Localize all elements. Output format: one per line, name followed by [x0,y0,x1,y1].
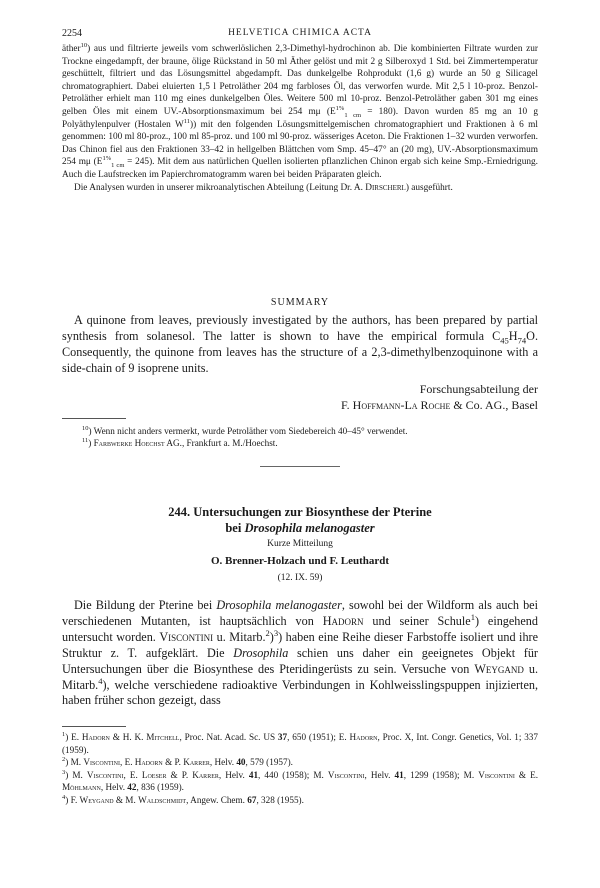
footnote-11: $^{11}$) Farbwerke Hoechst AG., Frankfurt a. M./Hoechst. [82,436,278,448]
footnotes-second [62,731,538,807]
experimental-text [62,43,538,194]
footnote-rule [62,726,126,727]
page-number: 2254 [62,28,82,39]
running-header [62,28,538,42]
footnote-10: $^{10}$) Wenn nicht anders vermerkt, wurde Petroläther vom Siedebereich 40–45° verwendet. [82,424,408,436]
analysis-note: Die Analysen wurden in unserer mikroanalytischen Abteilung (Leitung Dr. A. Dirscherl) ausgeführt. [74,182,453,193]
affiliation: Forschungsabteilung der F. Hoffmann-La Roche & Co. AG., Basel [340,382,538,412]
journal-name: HELVETICA CHIMICA ACTA [228,28,372,38]
footnote-4: $^4$) F. Weygand & M. Waldschmidt, Angew. Chem. 67, 328 (1955). [62,793,304,805]
footnotes-first [62,425,538,449]
footnote-1: $^1$) E. Hadorn & H. K. Mitchell, Proc. Nat. Acad. Sc. US 37, 650 (1951); E. Hadorn, Proc. X, Int. Congr. Genetics, Vol. 1; 337 (1959). [62,730,538,755]
article-separator [260,466,340,467]
experimental-paragraph: äther$^{10}$) aus und filtrierte jeweils vom schwerlöslichen 2,3-Dimethyl-hydrochinon ab. Die kombinierten Filtrate wurden zur Trockne eingedampft, der braune, ölige Rückstand in 50 ml Äther gelöst und mit 2 g Silberoxyd 1 Std. bei Zimmertemperatur geschüttelt, filtriert und das Lösungsmittel abgedampft. Das dunkelgelbe Rohprodukt (1,6 g) wurde an 50 g Silicagel chromatographiert. Dabei eluierten 1,5 l Petroläther 204 mg farbloses Öl, das verworfen wurde. Mit 2,5 l 10-proz. Benzol-Petroläther erhielt man 110 mg eines dunkelgelben Öles. Weitere 500 ml 10-proz. Benzol-Petroläther gaben 301 mg eines gelben Öles mit einem UV.-Absorptionsmaximum bei 254 mμ $(E^{1\%}_{1 cm} = 180)$. Davon wurden 85 mg an 10 g Polyäthylenpulver (Hostalen $W^{11}$)) mit den folgenden Lösungsmittelgemischen chromatographiert und Fraktionen à 6 ml genommen: 100 ml 80-proz., 100 ml 85-proz. und 100 ml 90-proz. wässeriges Aceton. Die Fraktionen 1–32 wurden verworfen. Das Chinon fiel aus den Fraktionen 33–42 in hellgelben Blättchen vom Smp. 45–47° an (20 mg), UV.-Absorptionsmaximum 254 mμ $(E^{1\%}_{1 cm} = 245)$. Mit dem aus natürlichen Quellen isolierten pflanzlichen Chinon ergab sich keine Smp.-Erniedrigung. Auch die Laufstrecken im Papierchromatogramm waren bei beiden Präparaten gleich. [62,41,538,180]
summary-text: A quinone from leaves, previously investigated by the authors, has been prepared by partial synthesis from solanesol. The latter is shown to have the empirical formula $C_{45}H_{74}O$. Consequently, the quinone from leaves has the structure of a 2,3-dimethylbenzoquinone with a side-chain of 9 isoprene units. [62,313,538,375]
article-date: (12. IX. 59) [277,573,323,583]
footnote-rule [62,418,126,419]
article-subtitle: Kurze Mitteilung [267,539,333,549]
article-authors: O. Brenner-Holzach und F. Leuthardt [210,555,390,567]
article-title: 244. Untersuchungen zur Biosynthese der Pterine bei Drosophila melanogaster [168,505,432,535]
footnote-2: $^2$) M. Viscontini, E. Hadorn & P. Karrer, Helv. 40, 579 (1957). [62,756,293,768]
article-body: Die Bildung der Pterine bei Drosophila melanogaster, sowohl bei der Wildform als auch bei verschiedenen Mutanten, ist hauptsächlich von Hadorn und seiner Schule$^1$) eingehend untersucht worden. Viscontini u. Mitarb.$^2$)$^3$) haben eine Reihe dieser Farbstoffe isoliert und ihre Struktur z. T. aufgeklärt. Die Drosophila schien uns daher ein geeignetes Objekt für Untersuchungen über die Biosynthese des Pteridingerüsts zu sein. Versuche von Weygand u. Mitarb.$^4$), welche verschiedene radioaktive Verbindungen in Kohlweisslingspuppen injizierten, haben früher schon gezeigt, dass [62,598,539,708]
footnote-3: $^3$) M. Viscontini, E. Loeser & P. Karrer, Helv. 41, 440 (1958); M. Viscontini, Helv. 41, 1299 (1958); M. Viscontini & E. Möhlmann, Helv. 42, 836 (1959). [62,768,539,793]
summary-heading: SUMMARY [270,297,330,308]
